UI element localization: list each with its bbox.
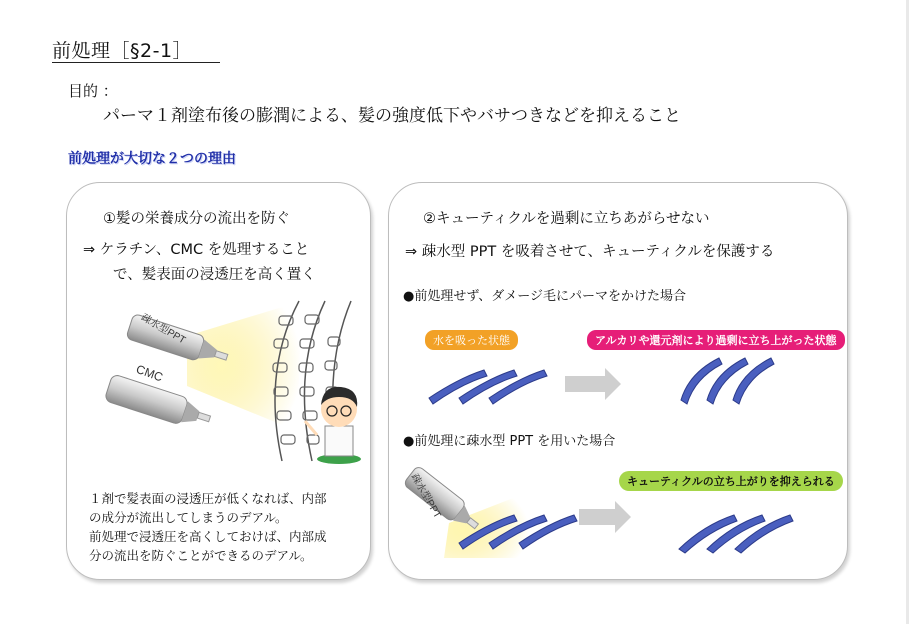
- penetration-illustration: [67, 301, 370, 481]
- note-line2: の成分が流出してしまうのデアル。: [89, 510, 288, 525]
- note-line3: 前処理で浸透圧を高くしておけば、内部成: [89, 529, 327, 544]
- case2-tube-label: 疎水型PPT: [408, 472, 443, 521]
- page-title: 前処理［§2-1］: [52, 40, 193, 62]
- reason-2-title: ②キューティクルを過剰に立ちあがらせない: [423, 211, 710, 227]
- tube1-label: 疎水型PPT: [138, 312, 188, 347]
- reason-1-body-line1: ⇒ ケラチン、CMC を処理すること: [83, 242, 310, 258]
- tube2-label: CMC: [134, 361, 165, 385]
- case2-after-label: キューティクルの立ち上がりを抑えられる: [619, 471, 843, 491]
- arrow-right-icon: [579, 501, 631, 533]
- case1-after-label: アルカリや還元剤により過剰に立ち上がった状態: [587, 330, 845, 350]
- case1-before-label: 水を吸った状態: [425, 330, 518, 350]
- note-line4: 分の流出を防ぐことができるのデアル。: [89, 548, 313, 563]
- reason-1-body-line2: で、髪表面の浸透圧を高く置く: [113, 267, 316, 283]
- purpose-label: 目的 ：: [68, 82, 118, 100]
- reason-1-panel: [66, 182, 371, 580]
- note-line1: １剤で髪表面の浸透圧が低くなれば、内部: [89, 491, 327, 506]
- case2-heading: ●前処理に疎水型 PPT を用いた場合: [403, 434, 616, 449]
- reason-2-body: ⇒ 疎水型 PPT を吸着させて、キューティクルを保護する: [405, 244, 775, 260]
- scientist-icon: [305, 387, 361, 464]
- case1-diagram: [389, 348, 847, 408]
- case2-diagram: [389, 463, 847, 563]
- purpose-text: パーマ１剤塗布後の膨潤による、髪の強度低下やバサつきなどを抑えること: [103, 106, 681, 126]
- reason-2-panel: [388, 182, 848, 580]
- arrow-right-icon: [565, 368, 621, 400]
- reason-1-title: ①髪の栄養成分の流出を防ぐ: [103, 211, 290, 227]
- reasons-heading: 前処理が大切な２つの理由: [68, 151, 236, 167]
- title-underline: [52, 62, 220, 63]
- case1-heading: ●前処理せず、ダメージ毛にパーマをかけた場合: [403, 289, 687, 304]
